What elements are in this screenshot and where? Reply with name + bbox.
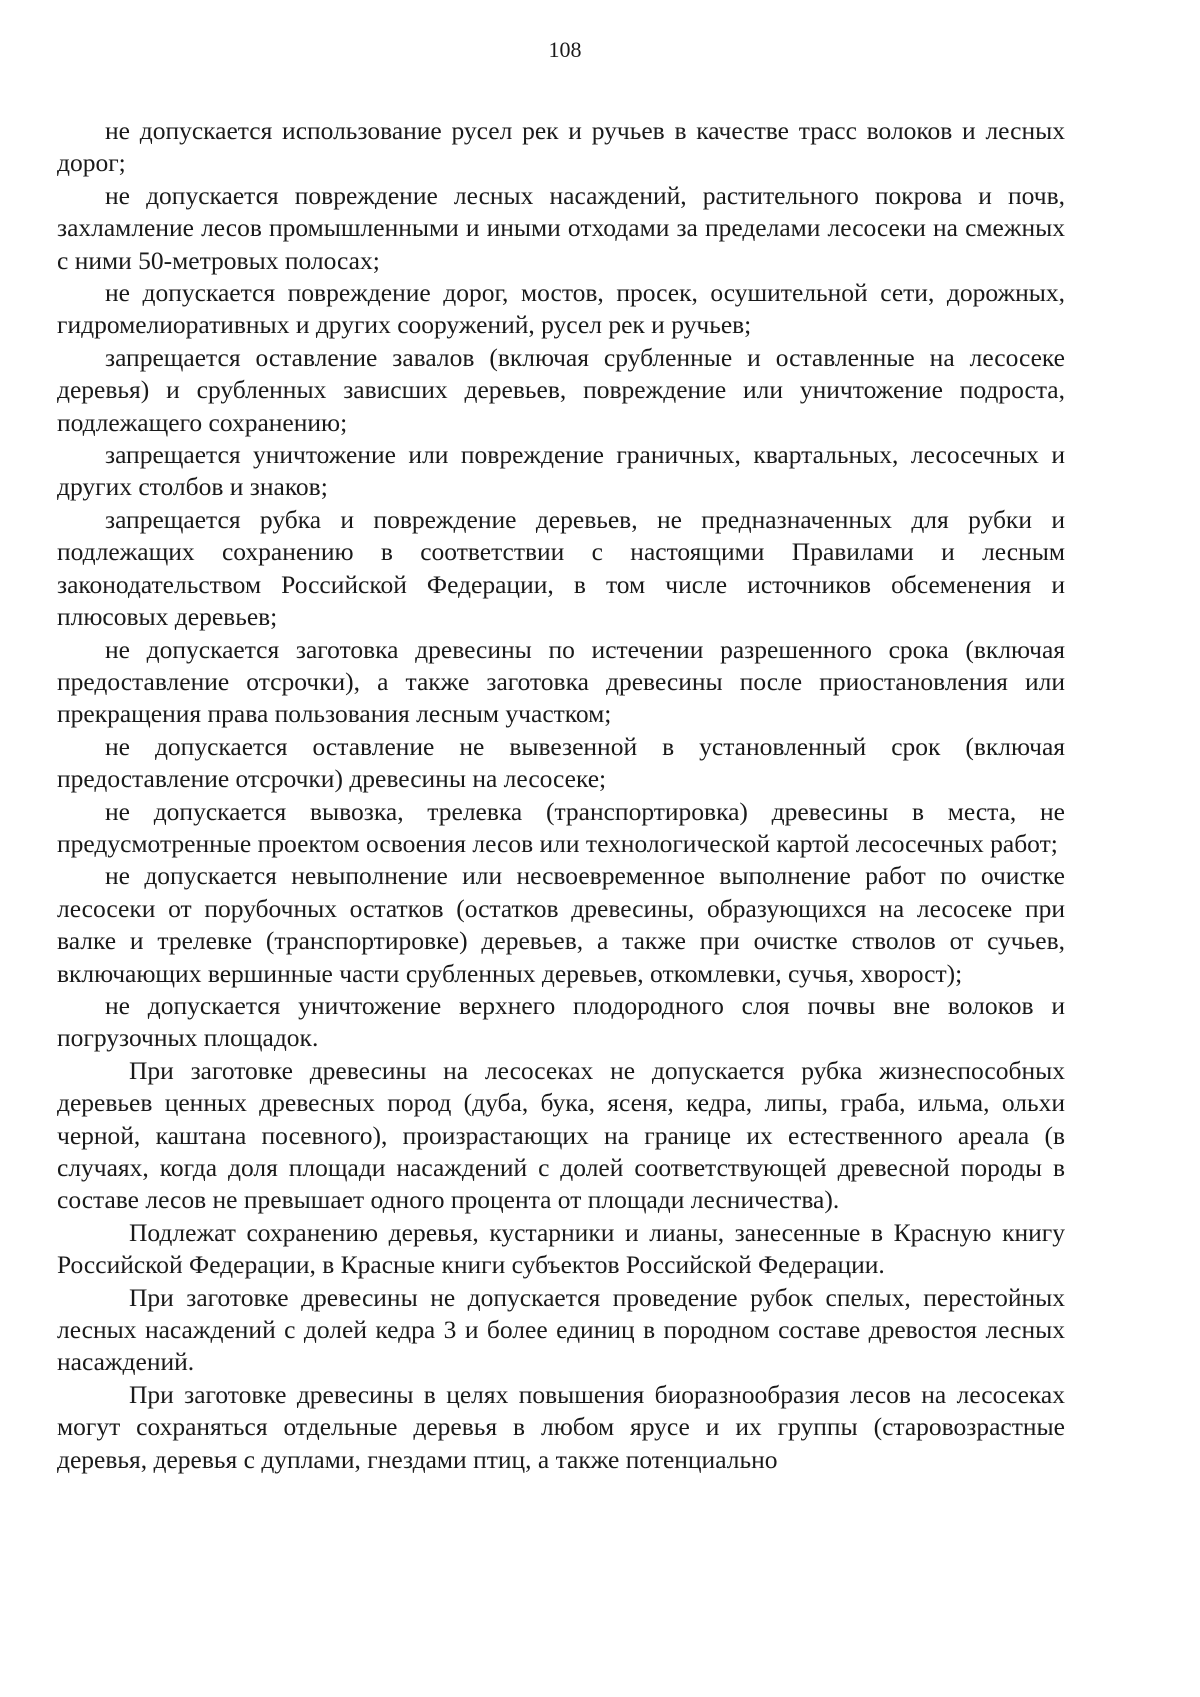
paragraph: не допускается заготовка древесины по истечении разрешенного срока (включая предоставление отсрочки), а также заготовка древесины после приостановления или прекращения права пользования лесным участком; bbox=[57, 634, 1065, 729]
paragraph: запрещается рубка и повреждение деревьев, не предназначенных для рубки и подлежащих сохранению в соответствии с настоящими Правилами и лесным законодательством Российской Федерации, в том числе источников обсеменения и плюсовых деревьев; bbox=[57, 504, 1065, 632]
paragraph: При заготовке древесины в целях повышения биоразнообразия лесов на лесосеках могут сохраняться отдельные деревья в любом ярусе и их группы (старовозрастные деревья, деревья с дуплами, гнездами птиц, а также потенциально bbox=[57, 1379, 1065, 1474]
paragraph: не допускается повреждение лесных насаждений, растительного покрова и почв, захламление лесов промышленными и иными отходами за пределами лесосеки на смежных с ними 50-метровых полосах; bbox=[57, 180, 1065, 275]
paragraph: не допускается оставление не вывезенной в установленный срок (включая предоставление отсрочки) древесины на лесосеке; bbox=[57, 731, 1065, 794]
paragraph: При заготовке древесины не допускается проведение рубок спелых, перестойных лесных насаждений с долей кедра 3 и более единиц в породном составе древостоя лесных насаждений. bbox=[57, 1282, 1065, 1377]
page-number: 108 bbox=[548, 37, 582, 62]
paragraph: не допускается использование русел рек и ручьев в качестве трасс волоков и лесных дорог; bbox=[57, 116, 1065, 178]
paragraph: не допускается вывозка, трелевка (транспортировка) древесины в места, не предусмотренные проектом освоения лесов или технологической картой лесосечных работ; bbox=[57, 796, 1065, 858]
paragraph: Подлежат сохранению деревья, кустарники и лианы, занесенные в Красную книгу Российской Федерации, в Красные книги субъектов Российской Федерации. bbox=[57, 1217, 1065, 1280]
paragraph: запрещается оставление завалов (включая срубленные и оставленные на лесосеке деревья) и срубленных зависших деревьев, повреждение или уничтожение подроста, подлежащего сохранению; bbox=[57, 342, 1065, 437]
paragraph: не допускается невыполнение или несвоевременное выполнение работ по очистке лесосеки от порубочных остатков (остатков древесины, образующихся на лесосеке при валке и трелевке (транспортировке) деревьев, а также при очистке стволов от сучьев, включающих вершинные части срубленных деревьев, откомлевки, сучья, хворост); bbox=[57, 861, 1065, 988]
paragraph: запрещается уничтожение или повреждение граничных, квартальных, лесосечных и других столбов и знаков; bbox=[57, 440, 1065, 502]
paragraph: не допускается повреждение дорог, мостов, просек, осушительной сети, дорожных, гидромелиоративных и других сооружений, русел рек и ручьев; bbox=[57, 278, 1065, 340]
document-body bbox=[57, 115, 1065, 1476]
paragraph: При заготовке древесины на лесосеках не допускается рубка жизнеспособных деревьев ценных древесных пород (дуба, бука, ясеня, кедра, липы, граба, ильма, ольхи черной, каштана посевного), произрастающих на границе их естественного ареала (в случаях, когда доля площади насаждений с долей соответствующей древесной породы в составе лесов не превышает одного процента от площади лесничества). bbox=[57, 1055, 1065, 1215]
paragraph: не допускается уничтожение верхнего плодородного слоя почвы вне волоков и погрузочных площадок. bbox=[57, 990, 1065, 1053]
